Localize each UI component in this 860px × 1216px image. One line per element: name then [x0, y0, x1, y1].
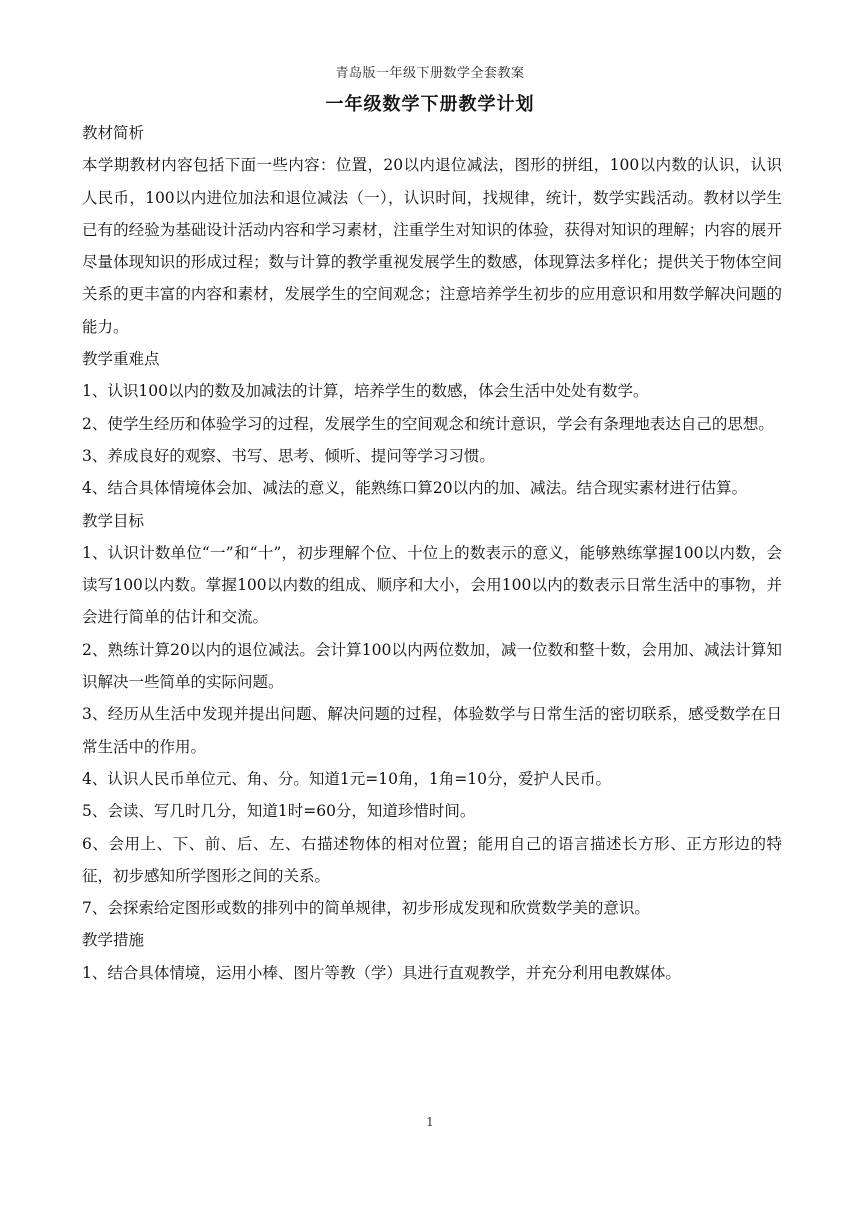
page-title: 一年级数学下册教学计划 [325, 94, 535, 115]
key-point-item: 4、结合具体情境体会加、减法的意义，能熟练口算20以内的加、减法。结合现实素材进行估算。 [82, 479, 748, 498]
key-point-item: 1、认识100以内的数及加减法的计算，培养学生的数感，体会生活中处处有数学。 [82, 382, 649, 401]
goal-item: 7、会探索给定图形或数的排列中的简单规律，初步形成发现和欣赏数学美的意识。 [82, 899, 650, 918]
section-heading-analysis: 教材简析 [82, 124, 145, 142]
goal-item: 5、会读、写几时几分，知道1时=60分，知道珍惜时间。 [82, 802, 476, 821]
goal-item: 3、经历从生活中发现并提出问题、解决问题的过程，体验数学与日常生活的密切联系，感受数学在日常生活中的作用。 [82, 705, 782, 756]
section-heading-goals: 教学目标 [82, 511, 145, 530]
measure-item: 1、结合具体情境，运用小棒、图片等教（学）具进行直观教学，并充分利用电教媒体。 [82, 963, 681, 982]
key-point-item: 3、养成良好的观察、书写、思考、倾听、提问等学习习惯。 [82, 446, 495, 465]
running-header: 青岛版一年级下册数学全套教案 [335, 66, 525, 81]
key-point-item: 2、使学生经历和体验学习的过程，发展学生的空间观念和统计意识，学会有条理地表达自己的思想。 [82, 414, 774, 433]
goal-item: 6、会用上、下、前、后、左、右描述物体的相对位置；能用自己的语言描述长方形、正方形边的特征，初步感知所学图形之间的关系。 [82, 834, 782, 885]
section-heading-key-points: 教学重难点 [82, 350, 160, 369]
document-body [82, 117, 782, 989]
page-number: 1 [426, 1115, 434, 1129]
section-heading-measures: 教学措施 [82, 931, 145, 950]
analysis-paragraph: 本学期教材内容包括下面一些内容：位置，20以内退位减法，图形的拼组，100以内数的认识，认识人民币，100以内进位加法和退位减法（一），认识时间，找规律，统计，数学实践活动。教材以学生已有的经验为基础设计活动内容和学习素材，注重学生对知识的体验，获得对知识的理解；内容的展开尽量体现知识的形成过程；数与计算的教学重视发展学生的数感，体现算法多样化；提供关于物体空间关系的更丰富的内容和素材，发展学生的空间观念；注意培养学生初步的应用意识和用数学解决问题的能力。 [82, 156, 782, 336]
goal-item: 4、认识人民币单位元、角、分。知道1元=10角，1角=10分，爱护人民币。 [82, 769, 612, 788]
goal-item: 2、熟练计算20以内的退位减法。会计算100以内两位数加，减一位数和整十数，会用加、减法计算知识解决一些简单的实际问题。 [82, 640, 782, 692]
goal-item: 1、认识计数单位“一”和“十”，初步理解个位、十位上的数表示的意义，能够熟练掌握100以内数，会读写100以内数。掌握100以内数的组成、顺序和大小，会用100以内的数表示日常生活中的事物，并会进行简单的估计和交流。 [82, 543, 782, 627]
